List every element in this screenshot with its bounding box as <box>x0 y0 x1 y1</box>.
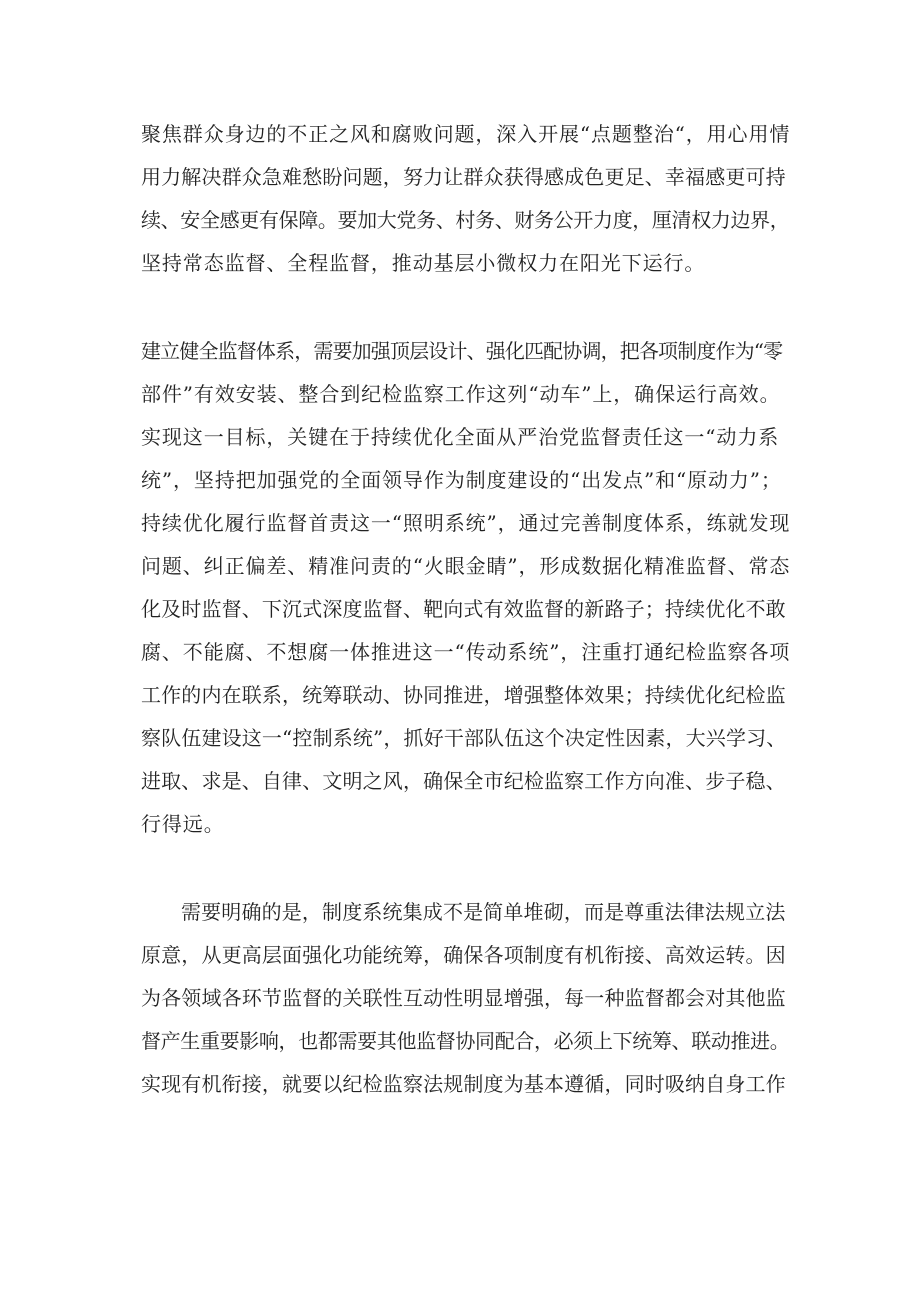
text-line: 需要明确的是，制度系统集成不是简单堆砌，而是尊重法律法规立法 <box>181 900 786 924</box>
text-line: 聚焦群众身边的不正之风和腐败问题，深入开展“点题整治“，用心用情 <box>141 122 791 146</box>
text-line: 实现有机衔接，就要以纪检监察法规制度为基本遵循，同时吸纳自身工作 <box>141 1072 786 1096</box>
text-line: 建立健全监督体系，需要加强顶层设计、强化匹配协调，把各项制度作为“零 <box>141 339 783 363</box>
text-line: 原意，从更高层面强化功能统筹，确保各项制度有机衔接、高效运转。因 <box>141 943 786 967</box>
text-line: 实现这一目标，关键在于持续优化全面从严治党监督责任这一“动力系 <box>141 425 780 449</box>
text-line: 督产生重要影响，也都需要其他监督协同配合，必须上下统筹、联动推进。 <box>141 1029 790 1053</box>
text-line: 进取、求是、自律、文明之风，确保全市纪检监察工作方向准、步子稳、 <box>141 769 786 793</box>
text-line: 坚持常态监督、全程监督，推动基层小微权力在阳光下运行。 <box>141 251 706 275</box>
text-line: 为各领域各环节监督的关联性互动性明显增强，每一种监督都会对其他监 <box>141 986 786 1010</box>
text-line: 化及时监督、下沉式深度监督、靶向式有效监督的新路子；持续优化不敢 <box>141 597 786 621</box>
text-line: 续、安全感更有保障。要加大党务、村务、财务公开力度，厘清权力边界， <box>141 208 790 232</box>
text-line: 行得远。 <box>141 812 225 836</box>
text-line: 工作的内在联系，统筹联动、协同推进，增强整体效果；持续优化纪检监 <box>141 683 786 707</box>
text-line: 统”，坚持把加强党的全面领导作为制度建设的“出发点”和“原动力”； <box>141 468 782 492</box>
text-line: 问题、纠正偏差、精准问责的“火眼金睛”，形成数据化精准监督、常态 <box>141 554 791 578</box>
text-line: 用力解决群众急难愁盼问题，努力让群众获得感成色更足、幸福感更可持 <box>141 165 786 189</box>
text-line: 察队伍建设这一“控制系统”，抓好干部队伍这个决定性因素，大兴学习、 <box>141 726 787 750</box>
text-line: 持续优化履行监督首责这一“照明系统”，通过完善制度体系，练就发现 <box>141 511 791 535</box>
text-line: 部件”有效安装、整合到纪检监察工作这列“动车”上，确保运行高效。 <box>141 382 781 406</box>
text-line: 腐、不能腐、不想腐一体推进这一“传动系统”，注重打通纪检监察各项 <box>141 640 791 664</box>
